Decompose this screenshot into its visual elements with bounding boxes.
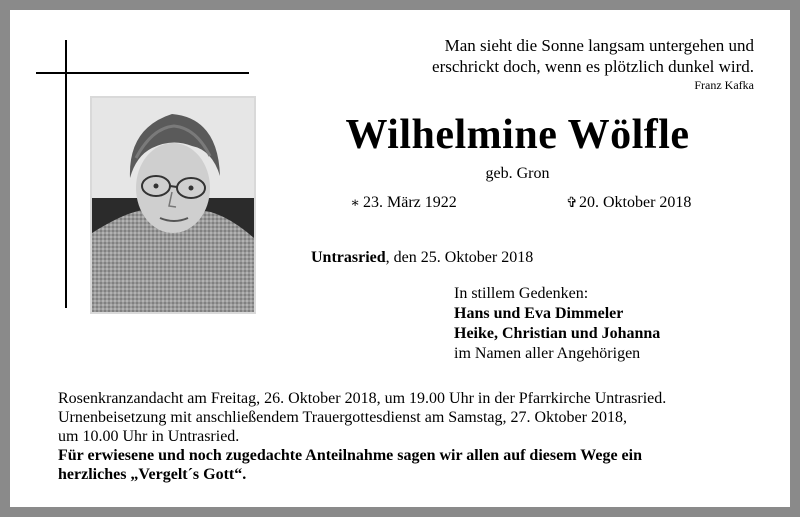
mourner-line-1: Hans und Eva Dimmeler xyxy=(454,305,624,322)
mourners-intro: In stillem Gedenken: xyxy=(454,285,589,302)
birth-date: 23. März 1922 xyxy=(363,194,457,211)
quote-line-2: erschrickt doch, wenn es plötzlich dunkel wird. xyxy=(432,57,754,76)
place-date-line xyxy=(311,248,533,268)
cross-icon: ✞ xyxy=(566,196,578,211)
death-date: 20. Oktober 2018 xyxy=(579,194,692,211)
place-name: Untrasried xyxy=(311,249,386,266)
quote-block xyxy=(432,35,754,93)
services-block xyxy=(58,389,778,484)
star-icon: ∗ xyxy=(350,196,360,211)
quote-line-1: Man sieht die Sonne langsam untergehen und xyxy=(444,36,754,55)
burial-time-line: um 10.00 Uhr in Untrasried. xyxy=(58,428,240,445)
mourners-block xyxy=(454,284,660,364)
mourners-closing: im Namen aller Angehörigen xyxy=(454,345,641,362)
death-date-line xyxy=(566,193,691,214)
quote-author: Franz Kafka xyxy=(694,78,754,92)
deceased-name: Wilhelmine Wölfle xyxy=(345,112,690,158)
cross-vertical-bar xyxy=(65,40,67,308)
portrait-photo xyxy=(90,96,256,314)
thanks-line-2: herzliches „Vergelt´s Gott“. xyxy=(58,466,247,483)
cross-horizontal-bar xyxy=(36,72,249,74)
burial-line: Urnenbeisetzung mit anschließendem Trauergottesdienst am Samstag, 27. Oktober 2018, xyxy=(58,409,627,426)
notice-date: , den 25. Oktober 2018 xyxy=(385,249,534,266)
rosary-line: Rosenkranzandacht am Freitag, 26. Oktober 2018, um 19.00 Uhr in der Pfarrkirche Untrasried. xyxy=(58,390,667,407)
maiden-name: geb. Gron xyxy=(485,165,550,182)
portrait-image xyxy=(92,98,254,312)
mourner-line-2: Heike, Christian und Johanna xyxy=(454,325,661,342)
thanks-line-1: Für erwiesene und noch zugedachte Anteilnahme sagen wir allen auf diesem Wege ein xyxy=(58,447,642,464)
birth-date-line xyxy=(350,193,457,214)
